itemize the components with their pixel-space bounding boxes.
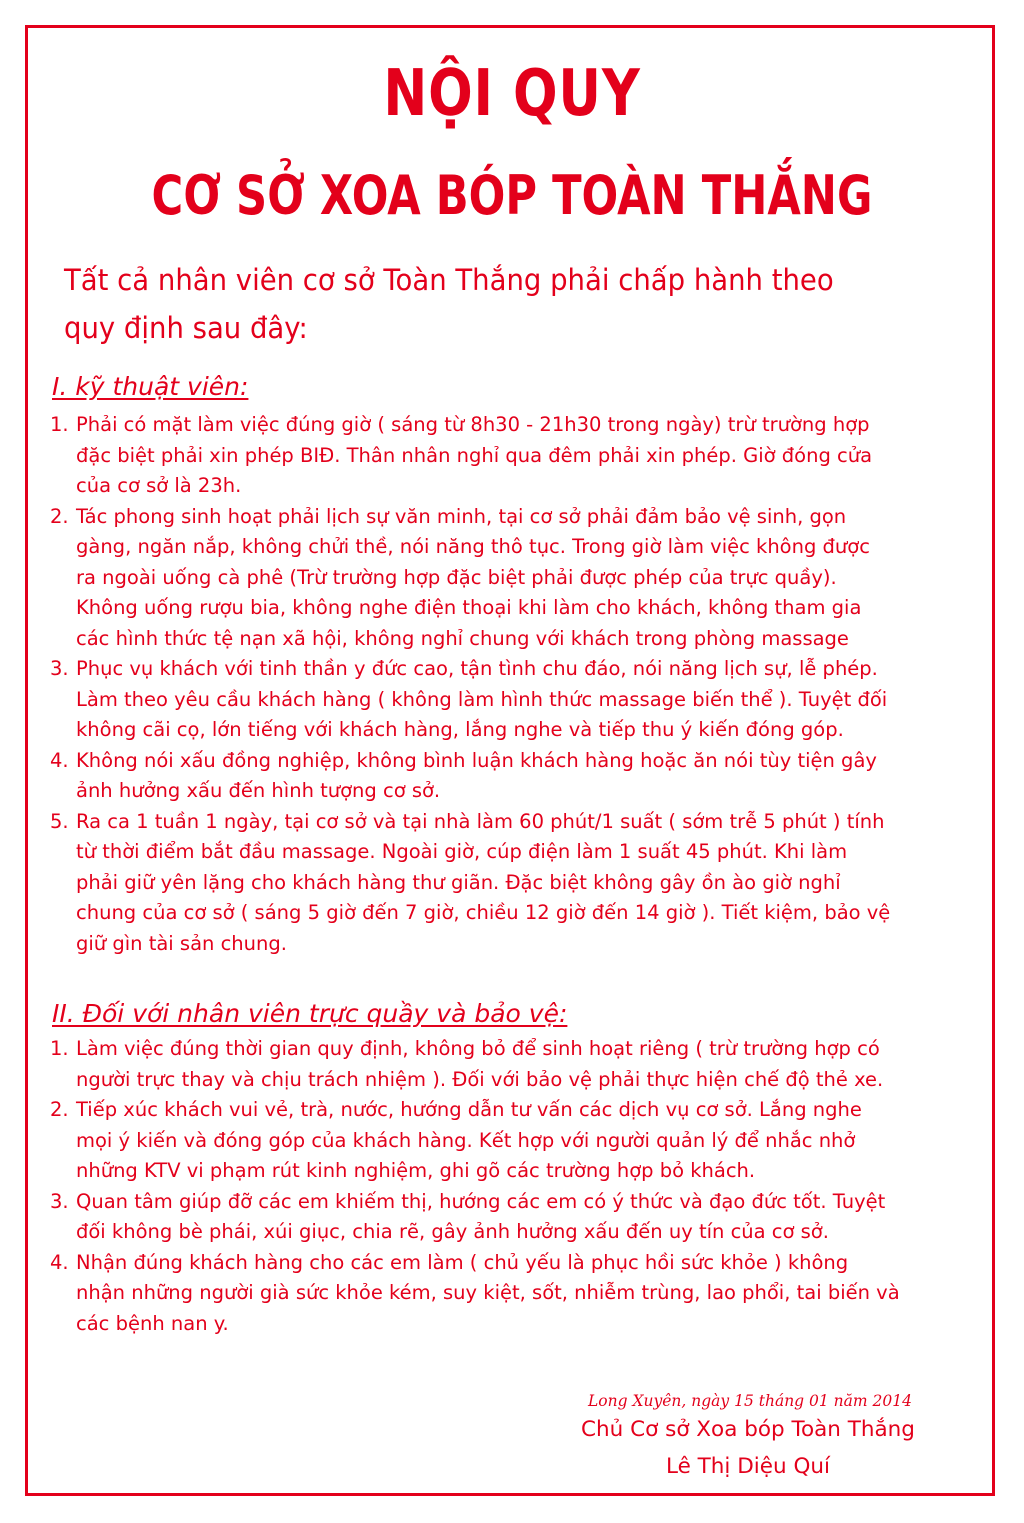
rule-text-line: mọi ý kiến và đóng góp của khách hàng. Kết hợp với người quản lý để nhắc nhở	[76, 1128, 856, 1152]
rule-number: 3.	[50, 1189, 69, 1213]
rule-number: 2.	[50, 504, 69, 528]
rule-text-line: từ thời điểm bắt đầu massage. Ngoài giờ, cúp điện làm 1 suất 45 phút. Khi làm	[76, 840, 848, 863]
section-heading-front-desk-security: II. Đối với nhân viên trực quầy và bảo vệ:	[52, 999, 568, 1028]
rule-number: 4.	[50, 748, 69, 772]
signature-date: Long Xuyên, ngày 15 tháng 01 năm 2014	[588, 1392, 912, 1410]
rule-text-line: các hình thức tệ nạn xã hội, không nghỉ chung với khách trong phòng massage	[76, 626, 849, 650]
rule-item	[50, 1034, 970, 1095]
rule-item	[50, 746, 970, 807]
section-heading-technicians: I. kỹ thuật viên:	[52, 372, 249, 401]
rule-number: 1.	[50, 1037, 69, 1060]
rule-item	[50, 1248, 970, 1340]
rule-text-line: Nhận đúng khách hàng cho các em làm ( chủ yếu là phục hồi sức khỏe ) không	[76, 1250, 849, 1274]
intro-line: Tất cả nhân viên cơ sở Toàn Thắng phải chấp hành theo	[64, 263, 834, 297]
rule-text-line: chung của cơ sở ( sáng 5 giờ đến 7 giờ, chiều 12 giờ đến 14 giờ ). Tiết kiệm, bảo vệ	[76, 901, 891, 924]
rule-item	[50, 807, 970, 960]
rule-text-line: Phục vụ khách với tinh thần y đức cao, tận tình chu đáo, nói năng lịch sự, lễ phép.	[76, 657, 878, 680]
rule-text-line: Làm theo yêu cầu khách hàng ( không làm hình thức massage biến thể ). Tuyệt đối	[76, 687, 888, 711]
rule-item	[50, 410, 970, 502]
rule-text-line: ảnh hưởng xấu đến hình tượng cơ sở.	[76, 779, 441, 802]
rule-text-line: Không nói xấu đồng nghiệp, không bình luận khách hàng hoặc ăn nói tùy tiện gây	[76, 748, 877, 772]
rule-text-line: của cơ sở là 23h.	[76, 474, 242, 497]
rule-text-line: Không uống rượu bia, không nghe điện thoại khi làm cho khách, không tham gia	[76, 596, 862, 619]
rule-text-line: ra ngoài uống cà phê (Trừ trường hợp đặc biệt phải được phép của trực quầy).	[76, 565, 837, 589]
intro-line: quy định sau đây:	[64, 311, 308, 345]
rule-text-line: không cãi cọ, lớn tiếng với khách hàng, lắng nghe và tiếp thu ý kiến đóng góp.	[76, 718, 844, 741]
rule-item	[50, 654, 970, 746]
rule-text-line: gàng, ngăn nắp, không chửi thề, nói năng thô tục. Trong giờ làm việc không được	[76, 535, 870, 558]
signature-role: Chủ Cơ sở Xoa bóp Toàn Thắng	[581, 1417, 915, 1442]
rule-text-line: những KTV vi phạm rút kinh nghiệm, ghi gõ các trường hợp bỏ khách.	[76, 1159, 756, 1182]
rule-text-line: giữ gìn tài sản chung.	[76, 931, 287, 955]
rule-number: 3.	[50, 657, 69, 680]
page-subtitle: CƠ SỞ XOA BÓP TOÀN THẮNG	[151, 164, 873, 227]
rule-item	[50, 1095, 970, 1187]
signature-name: Lê Thị Diệu Quí	[666, 1454, 830, 1479]
rule-text-line: Quan tâm giúp đỡ các em khiếm thị, hướng các em có ý thức và đạo đức tốt. Tuyệt	[76, 1189, 886, 1213]
rule-text-line: nhận những người già sức khỏe kém, suy kiệt, sốt, nhiễm trùng, lao phổi, tai biến và	[76, 1281, 900, 1304]
rule-number: 4.	[50, 1250, 69, 1274]
page-title: NỘI QUY	[383, 57, 641, 131]
technician-rules-list	[50, 410, 970, 959]
rule-item	[50, 1187, 970, 1248]
rule-item	[50, 502, 970, 655]
rule-text-line: Tác phong sinh hoạt phải lịch sự văn minh, tại cơ sở phải đảm bảo vệ sinh, gọn	[76, 504, 847, 528]
front-desk-rules-list	[50, 1034, 970, 1339]
rule-text-line: các bệnh nan y.	[76, 1311, 229, 1335]
rule-text-line: Phải có mặt làm việc đúng giờ ( sáng từ 8h30 - 21h30 trong ngày) trừ trường hợp	[76, 413, 870, 436]
rule-text-line: đối không bè phái, xúi giục, chia rẽ, gây ảnh hưởng xấu đến uy tín của cơ sở.	[76, 1220, 829, 1243]
rule-text-line: Ra ca 1 tuần 1 ngày, tại cơ sở và tại nhà làm 60 phút/1 suất ( sớm trễ 5 phút ) tính	[76, 809, 885, 833]
rule-text-line: Tiếp xúc khách vui vẻ, trà, nước, hướng dẫn tư vấn các dịch vụ cơ sở. Lắng nghe	[76, 1098, 862, 1121]
rule-number: 5.	[50, 809, 69, 833]
rule-number: 1.	[50, 413, 69, 436]
rule-number: 2.	[50, 1098, 69, 1121]
intro-paragraph	[64, 256, 975, 352]
rule-text-line: đặc biệt phải xin phép BIĐ. Thân nhân nghỉ qua đêm phải xin phép. Giờ đóng cửa	[76, 443, 873, 467]
rule-text-line: phải giữ yên lặng cho khách hàng thư giãn. Đặc biệt không gây ồn ào giờ nghỉ	[76, 870, 841, 894]
rule-text-line: người trực thay và chịu trách nhiệm ). Đối với bảo vệ phải thực hiện chế độ thẻ xe.	[76, 1067, 884, 1091]
rule-text-line: Làm việc đúng thời gian quy định, không bỏ để sinh hoạt riêng ( trừ trường hợp có	[76, 1037, 880, 1060]
